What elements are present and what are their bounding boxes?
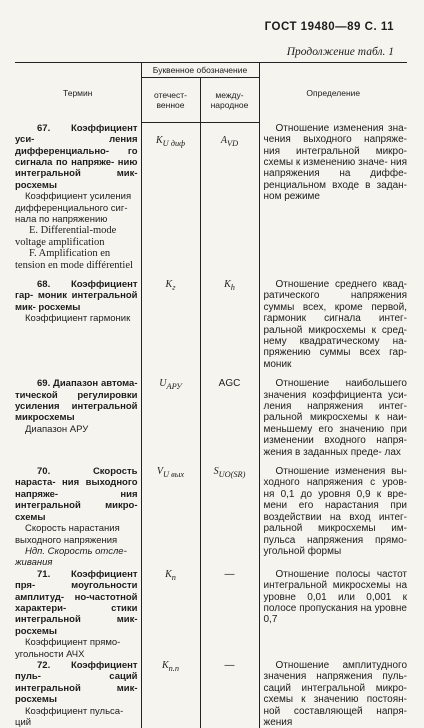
table-row	[15, 660, 407, 728]
international-symbol: —	[200, 660, 259, 728]
international-symbol: AGC	[200, 378, 259, 458]
international-symbol: —	[200, 569, 259, 660]
definition-cell	[259, 279, 407, 370]
term-title: 67. Коэффициент уси- ления дифференциально- го сигнала по напряже- нию интегральной мик- росхемы	[15, 122, 138, 191]
definition-cell	[259, 123, 407, 271]
definition-text: Отношение изменения зна- чения выходного напряже- ния интегральной микро- схемы к изменению значе- ния напряжения на диффе- ренциальном входе в задан- ном режиме	[263, 122, 407, 203]
table-row	[15, 279, 407, 370]
table-continuation-label: Продолжение табл. 1	[286, 46, 394, 58]
table-row	[15, 569, 407, 660]
term-english: E. Differential-mode voltage amplification	[15, 225, 117, 248]
term-synonym: Коэффициент пульса- ций	[15, 705, 124, 728]
term-cell	[15, 660, 141, 728]
term-title: 69. Диапазон автома- тической регулировки усиления интегральной микросхемы	[15, 378, 138, 424]
column-header-term: Термин	[15, 63, 141, 123]
definition-cell	[259, 569, 407, 660]
term-cell	[15, 378, 141, 458]
term-title: 71. Коэффициент пря- моугольности амплитуд- но-частотной характери- стики интегральной мик- росхемы	[15, 568, 138, 637]
definition-cell	[259, 660, 407, 728]
term-synonym: Коэффициент прямо- угольности АЧХ	[15, 637, 121, 660]
term-synonym: Коэффициент усиления дифференциального сиг- нала по напряжению	[15, 191, 132, 225]
term-cell	[15, 466, 141, 569]
term-cell	[15, 569, 141, 660]
terms-table	[15, 62, 407, 728]
term-french: F. Amplification en tension en mode différentiel	[15, 248, 133, 271]
term-deprecated-note: Ндп. Скорость отсле- живания	[15, 545, 127, 569]
table-row	[15, 466, 407, 569]
definition-cell	[259, 378, 407, 458]
term-synonym: Скорость нарастания выходного напряжения	[15, 523, 120, 546]
national-symbol: $K_{п.п}$	[141, 660, 200, 728]
international-symbol: $S_{UO(SR)}$	[200, 466, 259, 569]
page-header: ГОСТ 19480—89 С. 11	[264, 21, 394, 33]
table-row	[15, 378, 407, 458]
column-header-definition: Определение	[259, 63, 407, 123]
international-symbol: $K_h$	[200, 279, 259, 370]
term-title: 72. Коэффициент пуль- саций интегральной мик- росхемы	[15, 659, 138, 706]
definition-text: Отношение полосы частот интегральной микросхемы на уровне 0,01 или 0,001 к полосе пропускания на уровне 0,7	[263, 568, 407, 626]
national-symbol: $U_{АРУ}$	[141, 378, 200, 458]
column-header-designation: Буквенное обозначение	[141, 63, 259, 78]
national-symbol: $K_{U диф}$	[141, 123, 200, 271]
term-cell	[15, 123, 141, 271]
national-symbol: $K_п$	[141, 569, 200, 660]
term-title: 70. Скорость нараста- ния выходного напряже- ния интегральной микро- схемы	[15, 466, 138, 523]
national-symbol: $V_{U вых}$	[141, 466, 200, 569]
definition-text: Отношение амплитудного значения напряжения пуль- саций интегральной микро- схемы к значению постоян- ной составляющей напря- жения	[263, 659, 407, 728]
table-row	[15, 123, 407, 271]
term-synonym: Диапазон АРУ	[25, 423, 89, 435]
term-title: 68. Коэффициент гар- моник интегральной мик- росхемы	[15, 278, 138, 313]
column-header-international: между- народное	[200, 78, 259, 123]
term-cell	[15, 279, 141, 370]
definition-text: Отношение наибольшего значения коэффициента уси- ления напряжения интег- ральной микросхемы к наи- меньшему его значению при изменении входного напря- жения в заданных преде- лах	[263, 378, 407, 458]
national-symbol: $K_г$	[141, 279, 200, 370]
column-header-national: отечест- венное	[141, 78, 200, 123]
international-symbol: $A_{VD}$	[200, 123, 259, 271]
definition-text: Отношение среднего квад- ратического напряжения суммы всех, кроме первой, гармоник сигнала интег- ральной микросхемы к сред- нему квадратическому на- пряжению суммы всех гар- моник	[263, 278, 407, 370]
definition-text: Отношение изменения вы- ходного напряжения с уров- ня 0,1 до уровня 0,9 к вре- мени его нарастания при воздействии на вход интег- ральной микросхемы им- пульса напряжения прямо- угольной формы	[263, 466, 407, 557]
definition-cell	[259, 466, 407, 569]
term-synonym: Коэффициент гармоник	[25, 313, 131, 325]
